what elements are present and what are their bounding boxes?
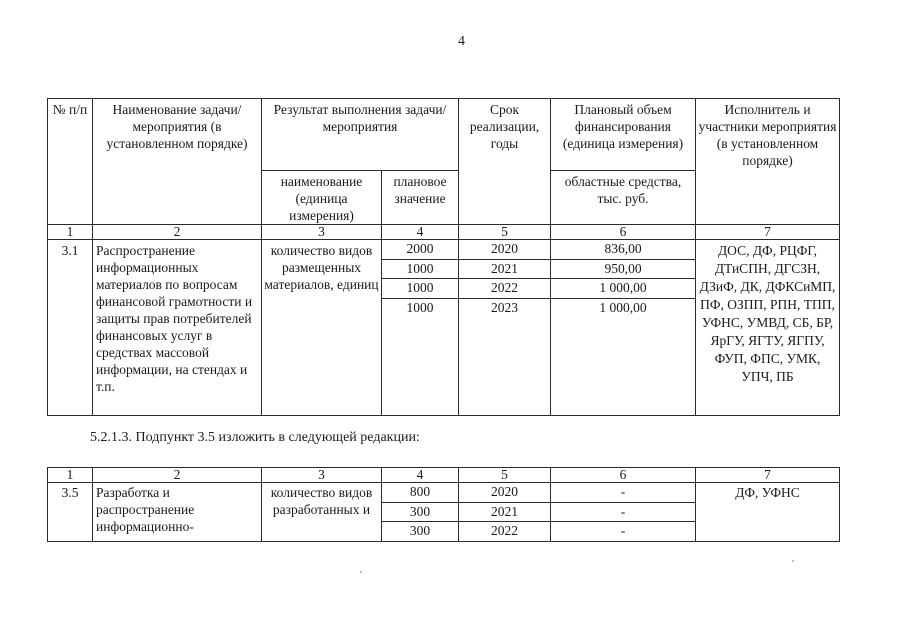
column-number: 6 xyxy=(551,468,696,483)
year: 2021 xyxy=(459,260,550,280)
header-funding: Плановый объем финансирования (единица измерения) xyxy=(551,99,696,171)
year: 2023 xyxy=(491,299,519,315)
column-number: 7 xyxy=(696,468,840,483)
funding-amount: - xyxy=(620,523,626,538)
column-number: 5 xyxy=(459,225,551,240)
header-result: Результат выполнения задачи/мероприятия xyxy=(262,99,459,171)
column-number: 3 xyxy=(262,468,382,483)
header-planned-value: плановое значение xyxy=(382,171,459,225)
executors: ДОС, ДФ, РЦФГ, ДТиСПН, ДГСЗН, ДЗиФ, ДК, ДФКСиМП, ПФ, ОЗПП, РПН, ТПП, УФНС, УМВД, СБ, БР, ЯрГУ, ЯГТУ, ЯГПУ, ФУП, ФПС, УМК, УПЧ, ПБ xyxy=(696,240,840,416)
planned-value: 2000 xyxy=(382,240,458,260)
column-number: 6 xyxy=(551,225,696,240)
result-name: количество видов размещенных материалов, единиц xyxy=(262,240,382,416)
planned-value: 300 xyxy=(409,523,431,538)
year: 2021 xyxy=(459,503,550,523)
task-name: Распространение информационных материалов по вопросам финансовой грамотности и защиты прав потребителей финансовых услуг в средствах массовой информации, на стендах и т.п. xyxy=(93,240,262,416)
scan-speck xyxy=(360,571,362,573)
planned-value: 1000 xyxy=(406,299,434,315)
funding-amount: - xyxy=(551,483,695,503)
header-executors: Исполнитель и участники мероприятия (в установленном порядке) xyxy=(696,99,840,225)
funding-amount: 950,00 xyxy=(551,260,695,280)
year: 2020 xyxy=(459,483,550,503)
column-number: 3 xyxy=(262,225,382,240)
column-number: 2 xyxy=(93,225,262,240)
header-number: № п/п xyxy=(48,99,93,225)
page-number: 4 xyxy=(458,34,465,49)
planned-value: 1000 xyxy=(382,279,458,299)
row-number: 3.1 xyxy=(48,240,93,416)
row-number: 3.5 xyxy=(48,483,93,542)
second-table xyxy=(47,467,840,542)
column-number: 5 xyxy=(459,468,551,483)
header-result-name: наименование (единица измерения) xyxy=(262,171,382,225)
result-name: количество видов разработанных и xyxy=(262,483,382,542)
funding-amount: - xyxy=(551,503,695,523)
planned-value: 800 xyxy=(382,483,458,503)
task-name: Разработка и распространение информационно- xyxy=(93,483,262,542)
column-number: 2 xyxy=(93,468,262,483)
column-number: 4 xyxy=(382,468,459,483)
planned-value: 300 xyxy=(382,503,458,523)
column-number: 7 xyxy=(696,225,840,240)
header-regional-funds: областные средства, тыс. руб. xyxy=(551,171,696,225)
executors: ДФ, УФНС xyxy=(696,483,840,542)
column-number: 4 xyxy=(382,225,459,240)
funding-amount: 836,00 xyxy=(551,240,695,260)
paragraph-text: 5.2.1.3. Подпункт 3.5 изложить в следующей редакции: xyxy=(90,430,420,445)
main-table xyxy=(47,98,840,416)
year: 2020 xyxy=(459,240,550,260)
column-number: 1 xyxy=(48,468,93,483)
column-number: 1 xyxy=(48,225,93,240)
scan-speck xyxy=(792,560,794,562)
funding-amount: 1 000,00 xyxy=(551,279,695,299)
year: 2022 xyxy=(459,279,550,299)
year: 2022 xyxy=(491,523,518,538)
planned-value: 1000 xyxy=(382,260,458,280)
funding-amount: 1 000,00 xyxy=(599,299,647,315)
header-term: Срок реализации, годы xyxy=(459,99,551,225)
header-task-name: Наименование задачи/мероприятия (в установленном порядке) xyxy=(93,99,262,225)
